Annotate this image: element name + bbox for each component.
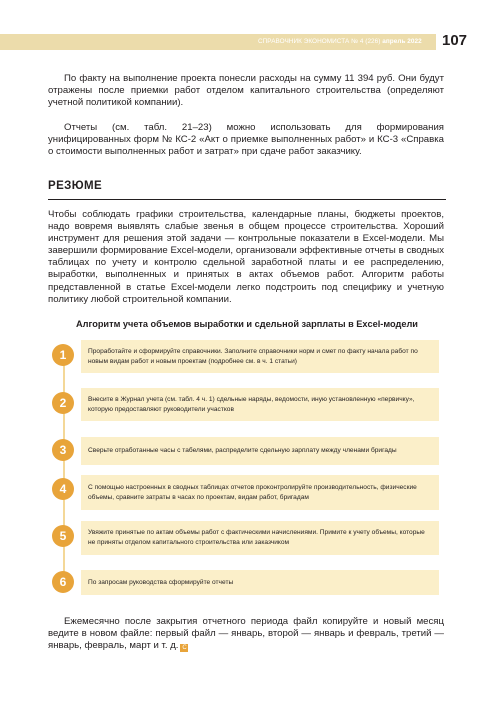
summary-paragraph: Чтобы соблюдать графики строительства, календарные планы, бюджеты проектов, надо вовремя выявлять слабые звенья в общем процессе строительства. Хороший инструмент для решения этой задачи — контрольные показатели в Excel-модели. Мы завершили формирование Excel-модели, организовали эффективные отчеты в сводных таблицах по учету и контролю сдельной заработной платы и ее распределению, выработки, выполненных и принятых в актах объемов работ. Алгоритм работы представленной в статье Excel-модели легко подстроить под специфику и учетную политику любой строительной компании. xyxy=(48,209,444,305)
closing-paragraph-text: Ежемесячно после закрытия отчетного периода файл копируйте и новый месяц ведите в новом файле: первый файл — январь, второй — январь и февраль, третий — январь, февраль, март и т. д. xyxy=(48,616,444,652)
step-6-box xyxy=(81,570,439,595)
intro-paragraph-2-text: Отчеты (см. табл. 21–23) можно использовать для формирования унифицированных форм № КС-2 «Акт о приемке выполненных работ» и КС-3 «Справка о стоимости выполненных работ и затрат» при сдаче работ заказчику. xyxy=(48,122,444,158)
step-3-number: 3 xyxy=(52,439,74,461)
step-1-number: 1 xyxy=(52,344,74,366)
journal-name: СПРАВОЧНИК ЭКОНОМИСТА № 4 (226) xyxy=(258,38,381,45)
closing-paragraph xyxy=(48,616,444,652)
step-2-text: Внесите в Журнал учета (см. табл. 4 ч. 1) сдельные наряды, ведомости, иную установленную «первичку», которую предоставляют руководители участков xyxy=(88,395,415,413)
issue-date: апрель 2022 xyxy=(382,38,422,45)
step-4-box xyxy=(81,475,439,510)
step-1-box xyxy=(81,340,439,373)
step-6-text: По запросам руководства сформируйте отчеты xyxy=(88,578,234,586)
step-6-number: 6 xyxy=(52,571,74,593)
step-4-number: 4 xyxy=(52,478,74,500)
step-4-text: С помощью настроенных в сводных таблицах отчетов проконтролируйте производительность, физические объемы, сравните затраты в часах по проектам, видам работ, бригадам xyxy=(88,483,417,501)
step-1-text: Проработайте и сформируйте справочники. Заполните справочники норм и смет по факту начала работ по новым видам работ и новым проектам (подробнее см. в ч. 1 статьи) xyxy=(88,347,418,365)
step-2-box xyxy=(81,388,439,421)
algorithm-title: Алгоритм учета объемов выработки и сдельной зарплаты в Excel-модели xyxy=(76,319,418,329)
summary-divider xyxy=(48,199,446,200)
end-of-article-mark: С xyxy=(182,645,187,652)
step-5-box xyxy=(81,521,439,555)
running-header xyxy=(258,37,422,47)
step-5-number: 5 xyxy=(52,525,74,547)
step-3-text: Сверьте отработанные часы с табелями, распределите сдельную зарплату между членами бригады xyxy=(88,447,397,455)
intro-paragraph-1 xyxy=(48,73,444,109)
step-5-text: Увяжите принятые по актам объемы работ с фактическими начислениями. Примите к учету объемы, которые не приняты отделом капитального строительства или заказчиком xyxy=(88,529,425,546)
step-2-number: 2 xyxy=(52,392,74,414)
top-margin xyxy=(0,0,496,12)
intro-paragraph-2 xyxy=(48,122,444,158)
summary-heading: РЕЗЮМЕ xyxy=(48,180,103,192)
intro-paragraph-1-text: По факту на выполнение проекта понесли расходы на сумму 11 394 руб. Они будут отражены после приемки работ отделом капитального строительства (определяют учетной политикой компании). xyxy=(48,73,444,109)
page-number: 107 xyxy=(442,32,468,49)
algorithm-timeline xyxy=(63,352,65,588)
step-3-box xyxy=(81,437,439,465)
